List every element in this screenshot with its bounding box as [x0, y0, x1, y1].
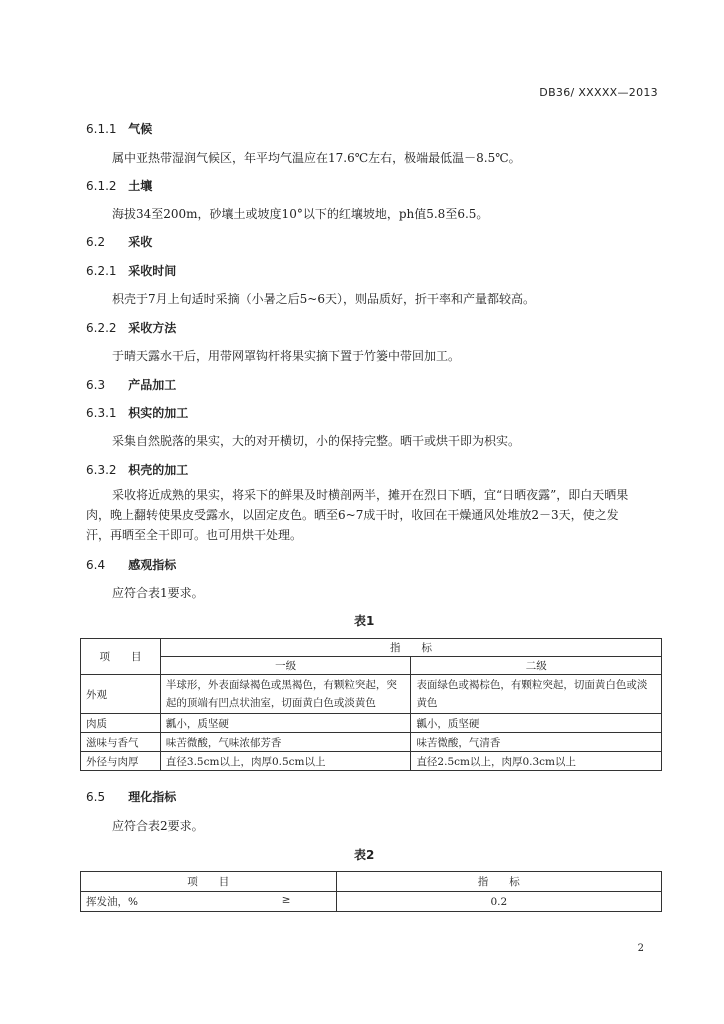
- table-cell-grade2: 直径2.5cm以上，肉厚0.3cm以上: [411, 752, 662, 771]
- section-number: 6.2.2: [86, 321, 117, 335]
- section-number: 6.3.2: [86, 463, 117, 477]
- harvest-time-paragraph: 枳壳于7月上旬适时采摘（小暑之后5~6天），则品质好，折干率和产量都较高。: [112, 292, 535, 306]
- section-number: 6.1.1: [86, 122, 117, 136]
- table-cell-grade2: 瓤小，质坚硬: [411, 714, 662, 733]
- section-heading: [86, 319, 176, 336]
- sensory-requirement-text: 应符合表1要求。: [112, 586, 204, 600]
- table-row: [81, 675, 662, 714]
- comparison-sign: ≥: [281, 894, 291, 906]
- table-cell-grade1: 瓤小，质坚硬: [160, 714, 411, 733]
- section-title: 理化指标: [128, 790, 177, 804]
- physchem-requirement-text: 应符合表2要求。: [112, 819, 204, 833]
- table1-header-grade2: 二级: [411, 657, 662, 675]
- section-heading: [86, 177, 152, 194]
- item-label: 挥发油，%: [86, 896, 138, 908]
- table1-header-grade1: 一级: [160, 657, 411, 675]
- sensory-index-table: [80, 638, 662, 771]
- section-title: 产品加工: [128, 378, 177, 392]
- table1-header-item: 项 目: [81, 639, 161, 675]
- section-number: 6.3.1: [86, 406, 117, 420]
- physchem-index-table: [80, 871, 662, 912]
- section-title: 枳壳的加工: [128, 463, 189, 477]
- table2-caption: 表2: [354, 848, 375, 862]
- section-number: 6.2.1: [86, 264, 117, 278]
- table-row: [81, 733, 662, 752]
- page-number: 2: [637, 943, 644, 954]
- table-row: [81, 892, 662, 912]
- section-title: 感观指标: [128, 558, 177, 572]
- section-title: 气候: [128, 122, 153, 136]
- table-cell-item: 外观: [81, 675, 161, 714]
- section-number: 6.4: [86, 558, 106, 572]
- table-cell-item: 滋味与香气: [81, 733, 161, 752]
- climate-paragraph: 属中亚热带湿润气候区，年平均气温应在17.6℃左右，极端最低温－8.5℃。: [112, 151, 521, 165]
- section-title: 采收方法: [128, 321, 177, 335]
- zhiqiao-processing-paragraph: 采收将近成熟的果实，将采下的鲜果及时横剖两半，摊开在烈日下晒，宜“日晒夜露”，即白天晒果肉，晚上翻转使果皮受露水，以固定皮色。晒至6~7成干时，收回在干燥通风处堆放2－3天，使之发汗，再晒至全干即可。也可用烘干处理。: [86, 488, 629, 542]
- table1-caption: 表1: [354, 614, 375, 628]
- table-cell-grade2: 味苦微酸，气清香: [411, 733, 662, 752]
- table2-header-item: 项 目: [81, 872, 337, 892]
- table-cell-item: [81, 892, 337, 912]
- table-cell-grade1: 半球形，外表面绿褐色或黑褐色，有颗粒突起，突起的顶端有凹点状油室，切面黄白色或淡黄色: [160, 675, 411, 714]
- harvest-method-paragraph: 于晴天露水干后，用带网罩钩杆将果实摘下置于竹篓中带回加工。: [112, 349, 461, 363]
- soil-paragraph: 海拔34至200m，砂壤土或坡度10°以下的红壤坡地，ph值5.8至6.5。: [112, 207, 489, 221]
- document-code: DB36/ XXXXX—2013: [539, 86, 658, 99]
- table-cell-value: 0.2: [336, 892, 661, 912]
- section-title: 土壤: [128, 179, 153, 193]
- table-row: [81, 714, 662, 733]
- section-number: 6.3: [86, 378, 106, 392]
- table-cell-item: 外径与肉厚: [81, 752, 161, 771]
- section-number: 6.1.2: [86, 179, 117, 193]
- zhishi-processing-paragraph: 采集自然脱落的果实，大的对开横切，小的保持完整。晒干或烘干即为枳实。: [112, 434, 521, 448]
- section-heading: [86, 461, 188, 478]
- section-heading: [86, 376, 176, 393]
- table-cell-grade1: 味苦微酸，气味浓郁芳香: [160, 733, 411, 752]
- section-heading: [86, 404, 188, 421]
- section-title: 枳实的加工: [128, 406, 189, 420]
- table1-header-index: 指 标: [160, 639, 661, 657]
- table-cell-grade1: 直径3.5cm以上，肉厚0.5cm以上: [160, 752, 411, 771]
- section-heading: [86, 556, 176, 573]
- section-number: 6.2: [86, 235, 106, 249]
- section-heading: [86, 233, 152, 250]
- section-title: 采收: [128, 235, 153, 249]
- table-cell-grade2: 表面绿色或褐棕色，有颗粒突起，切面黄白色或淡黄色: [411, 675, 662, 714]
- section-heading: [86, 262, 176, 279]
- section-heading: [86, 788, 176, 805]
- table-row: [81, 752, 662, 771]
- table2-header-index: 指 标: [336, 872, 661, 892]
- section-heading: [86, 120, 152, 137]
- table-cell-item: 肉质: [81, 714, 161, 733]
- section-title: 采收时间: [128, 264, 177, 278]
- section-number: 6.5: [86, 790, 106, 804]
